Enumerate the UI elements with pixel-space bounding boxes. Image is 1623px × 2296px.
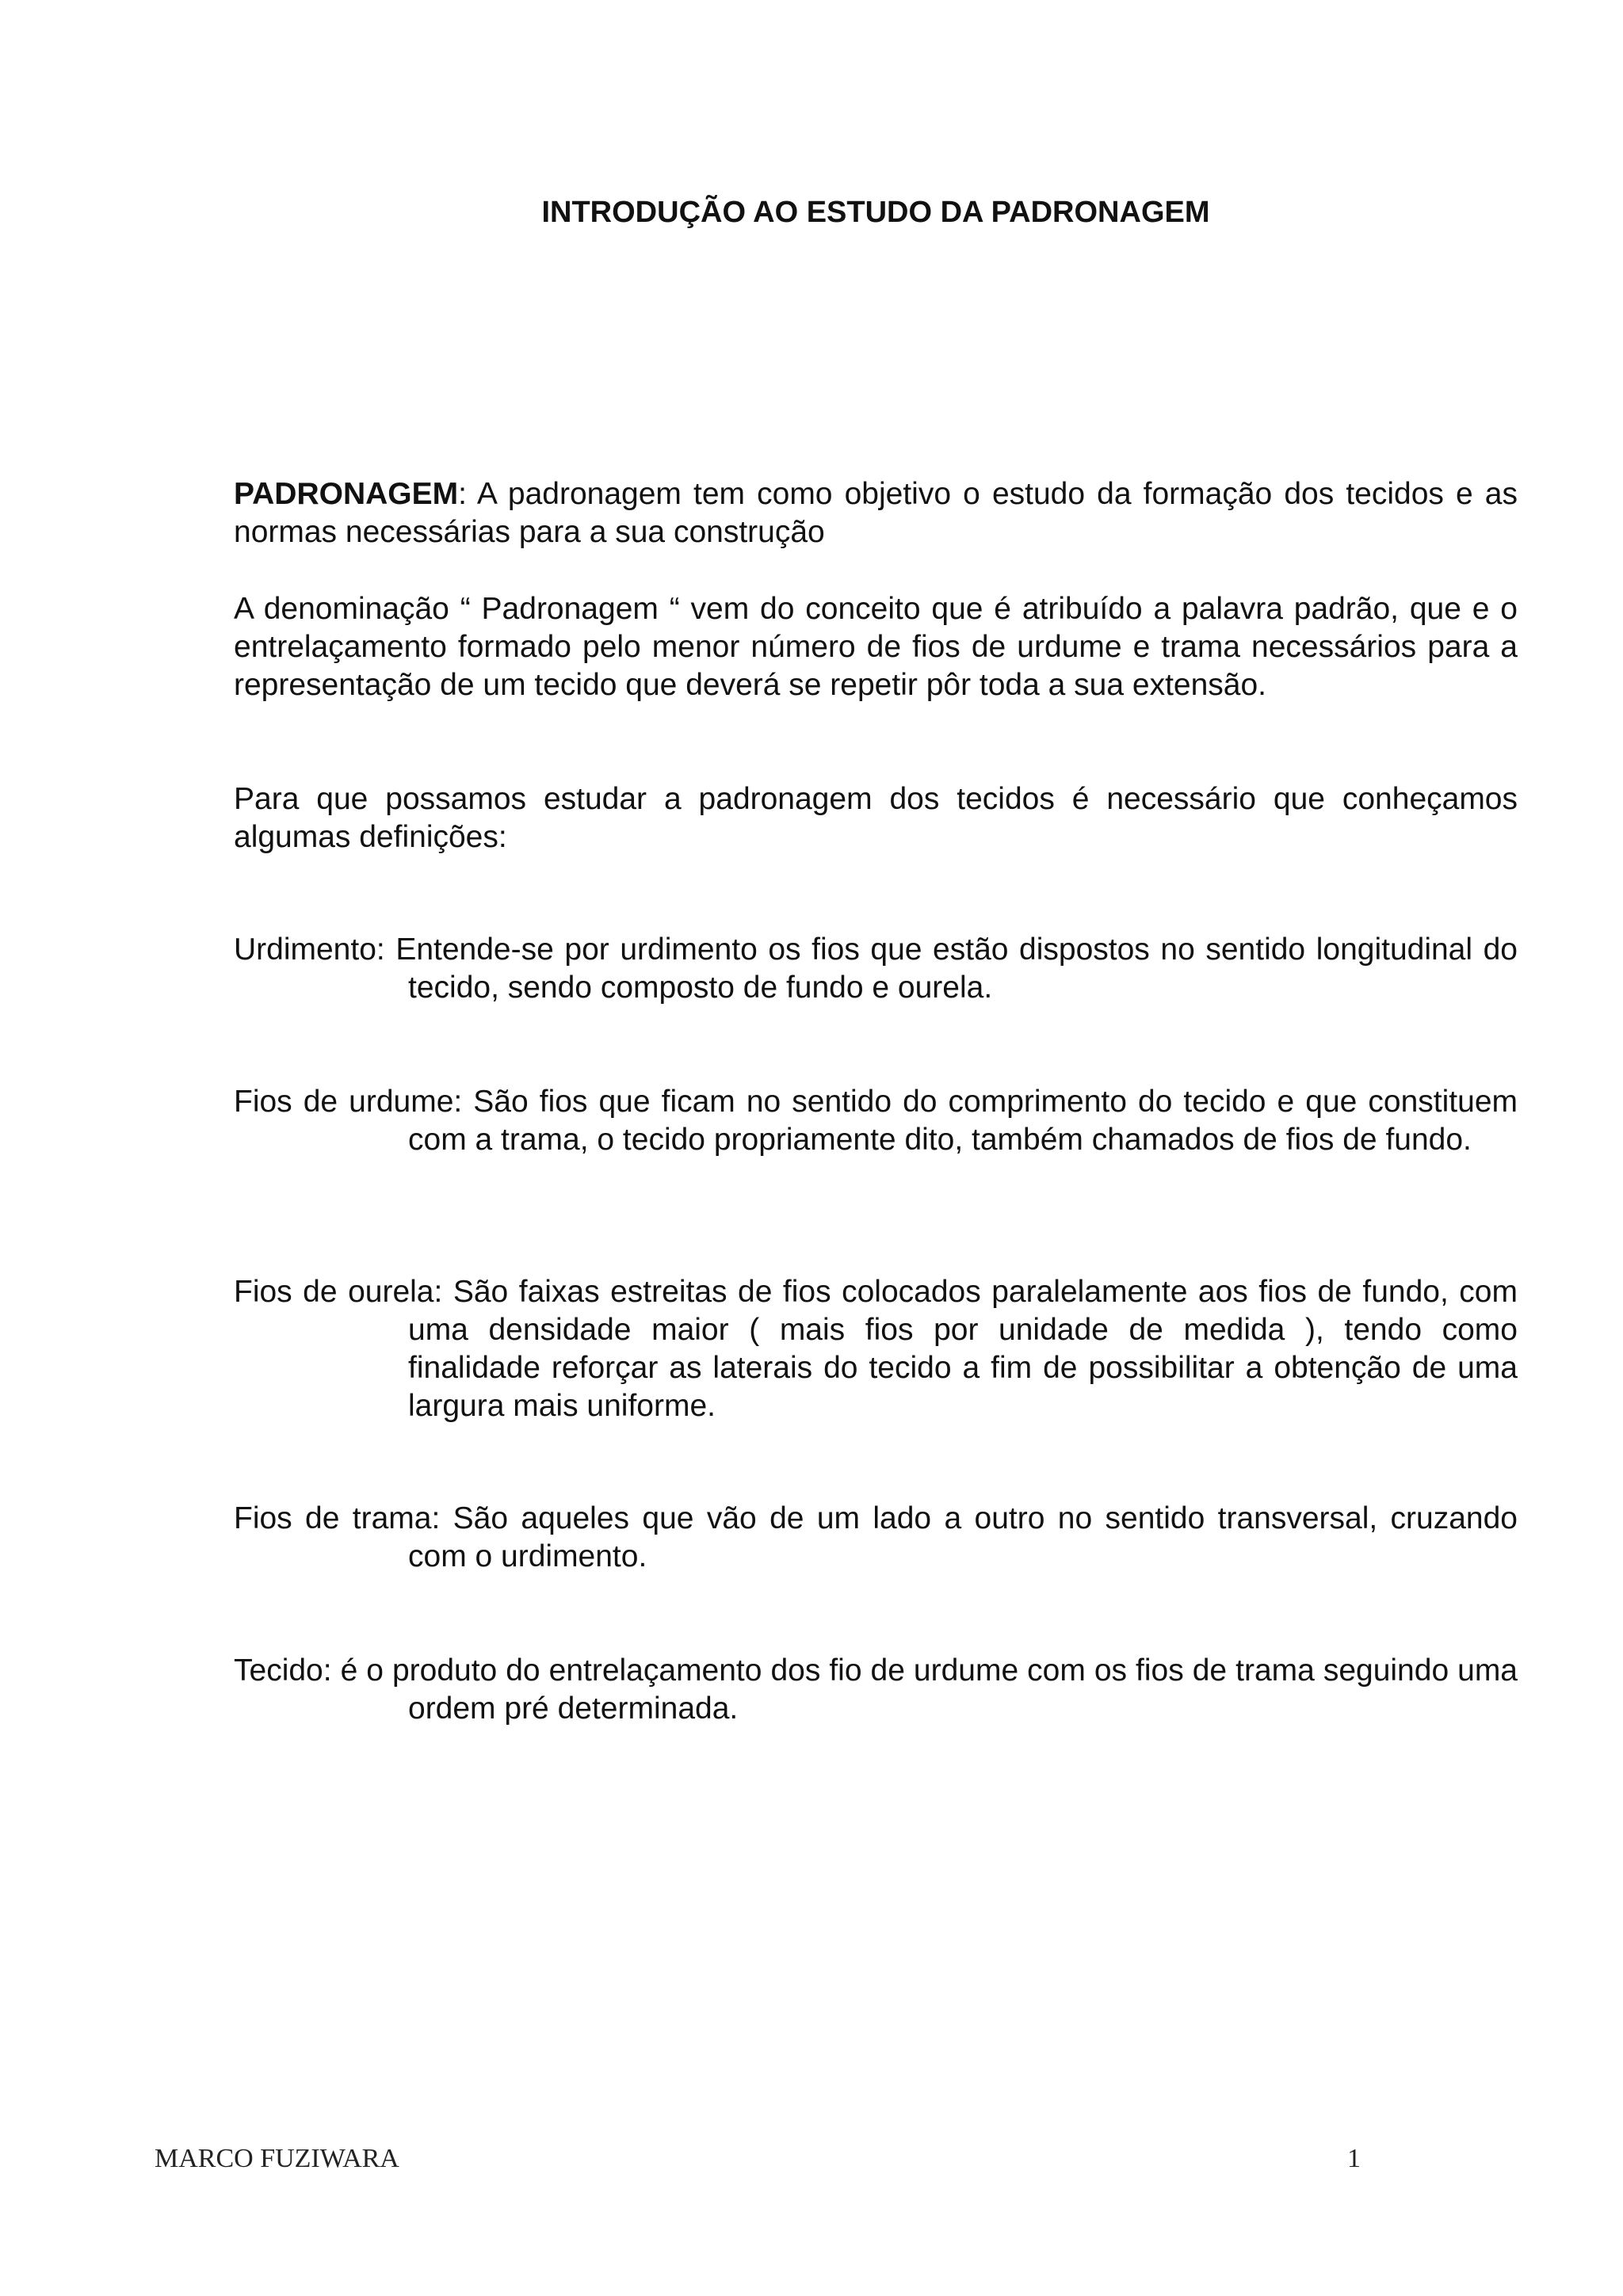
footer-page-number: 1 <box>1347 2144 1361 2173</box>
paragraph-denominacao: A denominação “ Padronagem “ vem do conceito que é atribuído a palavra padrão, que e o entrelaçamento formado pelo menor número de fios de urdume e trama necessários para a representação de um tecido que deverá se repetir pôr toda a sua extensão. <box>234 592 1518 702</box>
intro-term: PADRONAGEM <box>234 477 459 511</box>
page-title: INTRODUÇÃO AO ESTUDO DA PADRONAGEM <box>541 196 1210 229</box>
definition-fios-de-ourela: Fios de ourela: São faixas estreitas de fios colocados paralelamente aos fios de fundo, com uma densidade maior ( mais fios por unidade de medida ), tendo como finalidade reforçar as laterais do tecido a fim de possibilitar a obtenção de uma largura mais uniforme. <box>234 1275 1518 1423</box>
intro-paragraph <box>234 475 1518 551</box>
intro-text: : A padronagem tem como objetivo o estudo da formação dos tecidos e as normas necessárias para a sua construção <box>234 477 1518 549</box>
definition-tecido: Tecido: é o produto do entrelaçamento dos fio de urdume com os fios de trama seguindo uma ordem pré determinada. <box>234 1653 1518 1726</box>
paragraph-definicoes-intro: Para que possamos estudar a padronagem dos tecidos é necessário que conheçamos algumas definições: <box>234 782 1518 854</box>
definition-fios-de-trama: Fios de trama: São aqueles que vão de um lado a outro no sentido transversal, cruzando com o urdimento. <box>234 1501 1518 1573</box>
definition-fios-de-urdume: Fios de urdume: São fios que ficam no sentido do comprimento do tecido e que constituem com a trama, o tecido propriamente dito, também chamados de fios de fundo. <box>234 1085 1518 1157</box>
definition-urdimento: Urdimento: Entende-se por urdimento os fios que estão dispostos no sentido longitudinal do tecido, sendo composto de fundo e ourela. <box>234 933 1518 1005</box>
footer-author: MARCO FUZIWARA <box>155 2144 399 2173</box>
